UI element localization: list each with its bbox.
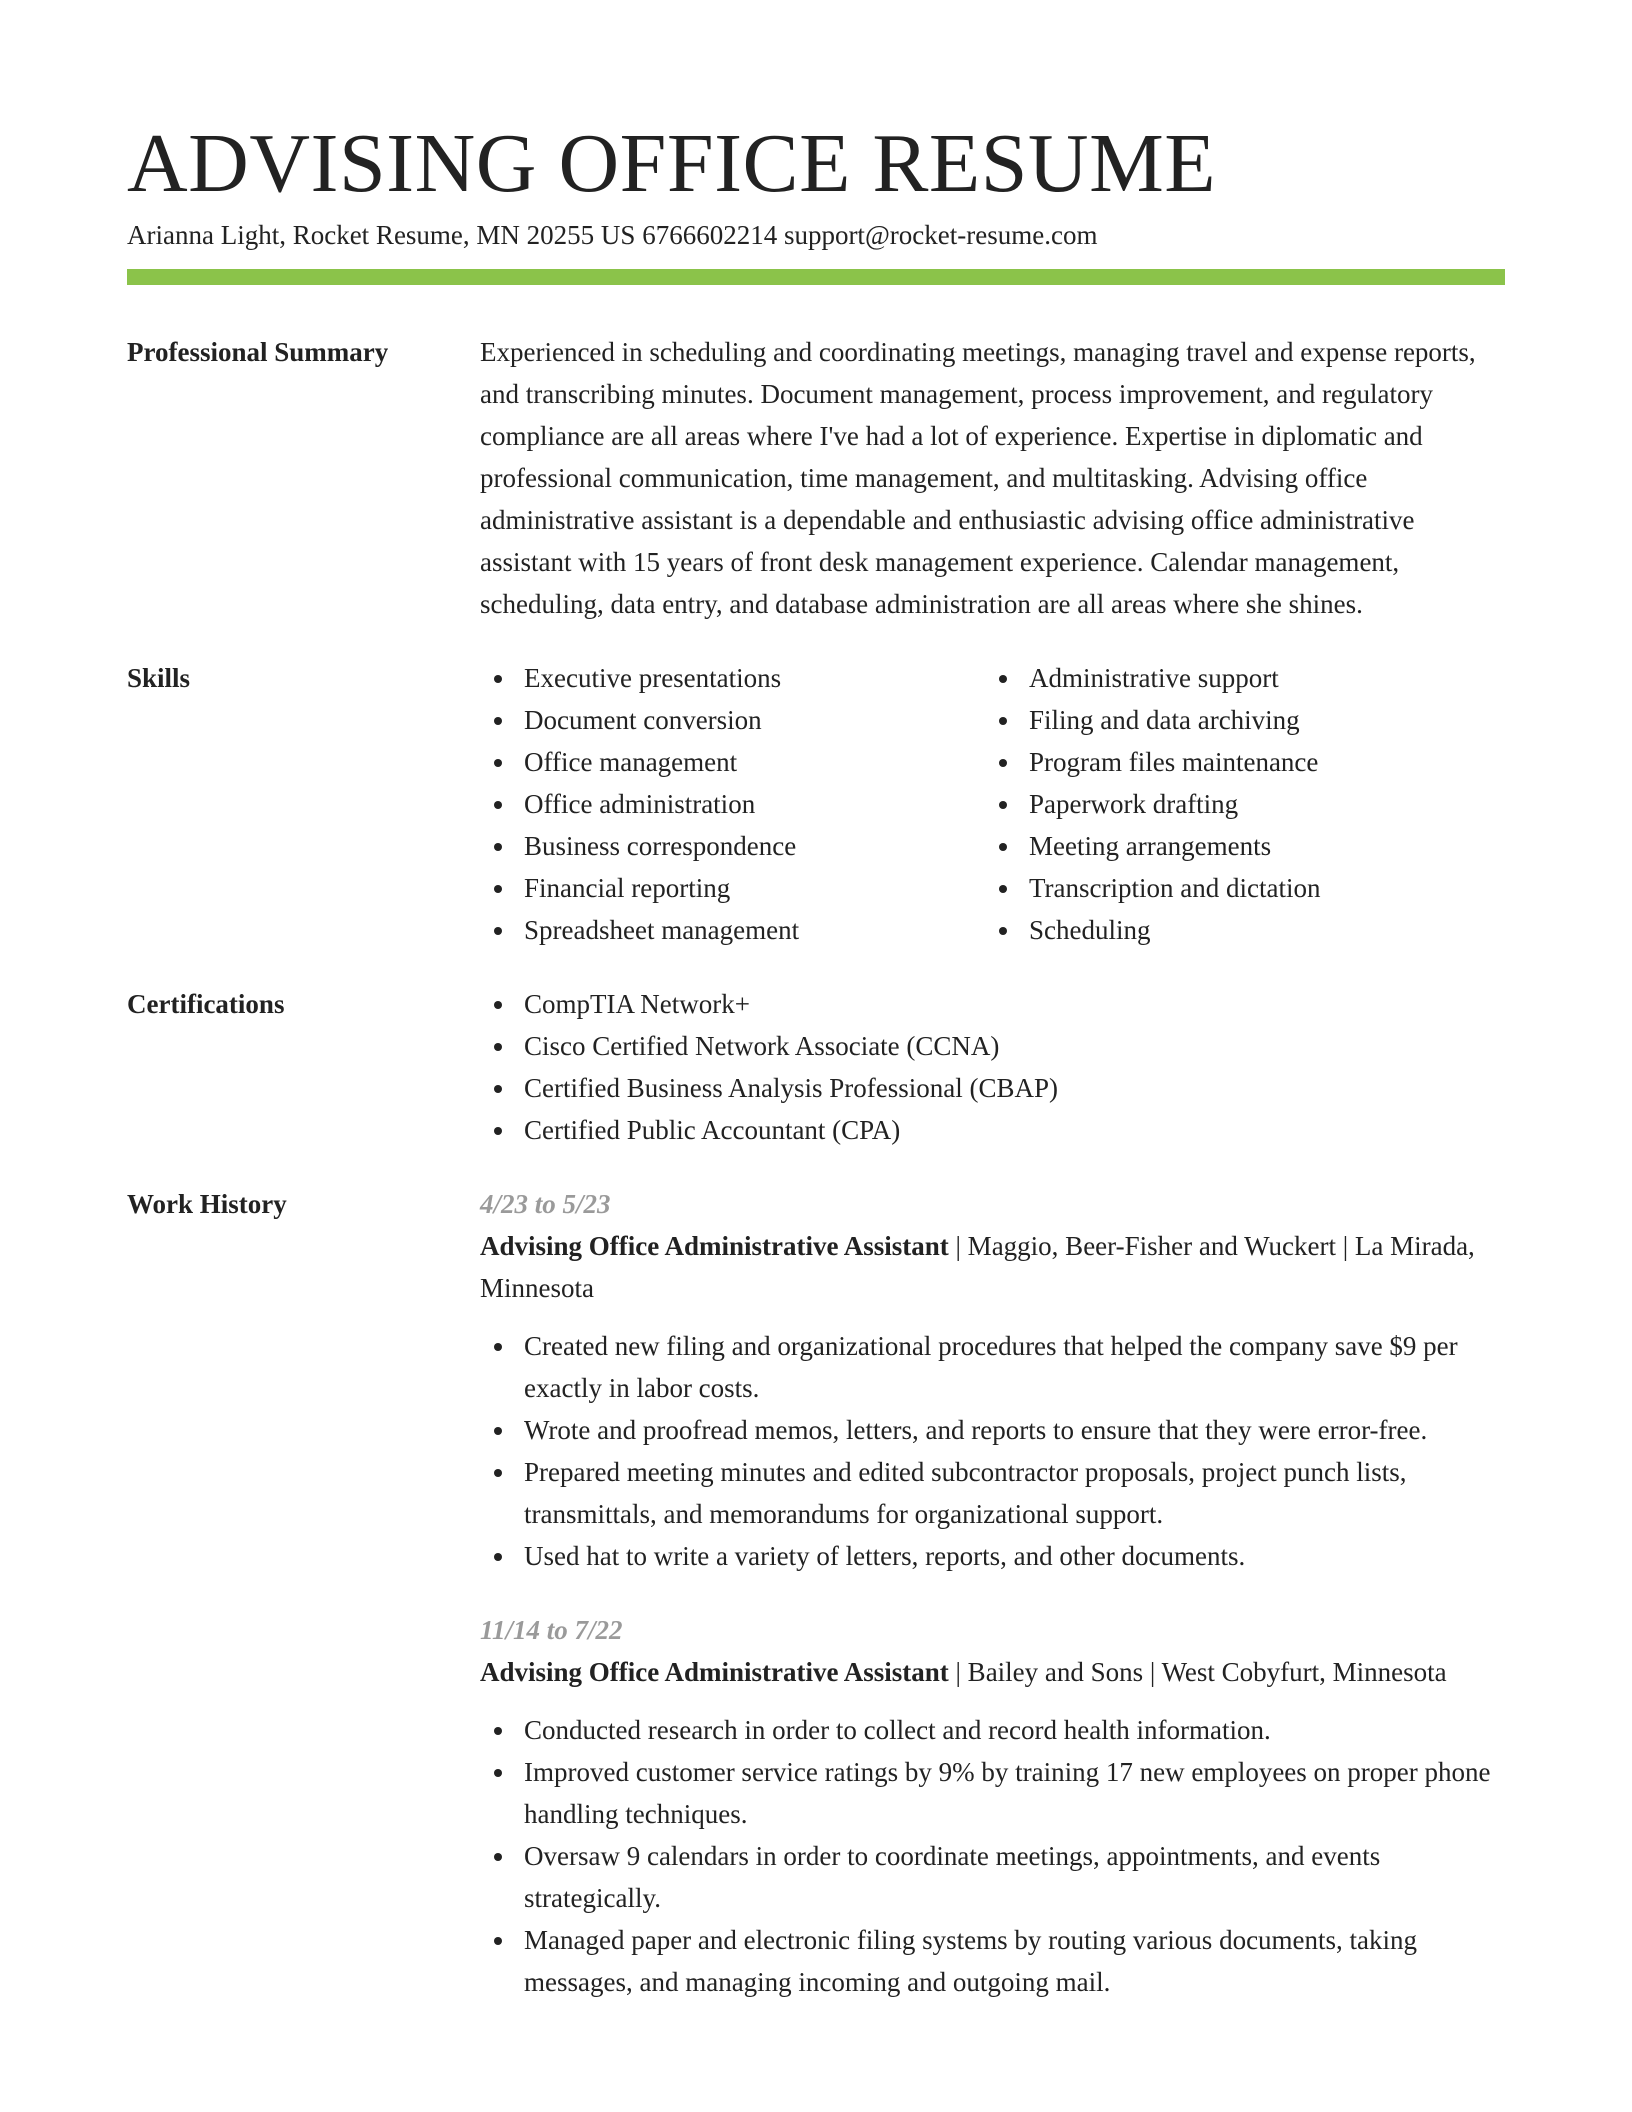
contact-line: Arianna Light, Rocket Resume, MN 20255 US 6766602214 support@rocket-resume.com (127, 220, 1098, 251)
certifications-body (480, 983, 1505, 1151)
skill-item: Business correspondence (480, 825, 985, 867)
job-title: Advising Office Administrative Assistant (480, 1657, 949, 1688)
job-entry (480, 1609, 1505, 2003)
job-bullet: Created new filing and organizational procedures that helped the company save $9 per exactly in labor costs. (480, 1325, 1505, 1409)
skills-list-right (985, 657, 1505, 951)
job-heading (480, 1225, 1505, 1309)
professional-summary-section (127, 331, 1505, 625)
resume-title: ADVISING OFFICE RESUME (127, 117, 1217, 210)
skill-item: Spreadsheet management (480, 909, 985, 951)
skill-item: Office administration (480, 783, 985, 825)
job-bullet: Managed paper and electronic filing systems by routing various documents, taking messages, and managing incoming and outgoing mail. (480, 1919, 1505, 2003)
certifications-section (127, 983, 1505, 1151)
section-label-summary: Professional Summary (127, 337, 389, 368)
skills-list-left (480, 657, 985, 951)
job-dates: 4/23 to 5/23 (480, 1189, 611, 1220)
skill-item: Transcription and dictation (985, 867, 1505, 909)
skill-item: Office management (480, 741, 985, 783)
job-bullet: Prepared meeting minutes and edited subcontractor proposals, project punch lists, transmittals, and memorandums for organizational support. (480, 1451, 1505, 1535)
resume-sections (127, 331, 1505, 2035)
job-dates: 11/14 to 7/22 (480, 1615, 623, 1646)
job-details: | Bailey and Sons | West Cobyfurt, Minnesota (948, 1657, 1447, 1688)
job-heading (480, 1651, 1505, 1693)
certification-item: Certified Business Analysis Professional (CBAP) (480, 1067, 1505, 1109)
skill-item: Program files maintenance (985, 741, 1505, 783)
skill-item: Administrative support (985, 657, 1505, 699)
accent-divider (127, 269, 1505, 285)
section-label-skills: Skills (127, 663, 191, 694)
job-bullet: Oversaw 9 calendars in order to coordinate meetings, appointments, and events strategically. (480, 1835, 1505, 1919)
skill-item: Executive presentations (480, 657, 985, 699)
summary-body (480, 331, 1505, 625)
job-bullet: Improved customer service ratings by 9% by training 17 new employees on proper phone handling techniques. (480, 1751, 1505, 1835)
skills-section (127, 657, 1505, 951)
skill-item: Document conversion (480, 699, 985, 741)
skill-item: Financial reporting (480, 867, 985, 909)
summary-text: Experienced in scheduling and coordinating meetings, managing travel and expense reports, and transcribing minutes. Document management, process improvement, and regulatory compliance are all areas where I've had a lot of experience. Expertise in diplomatic and professional communication, time management, and multitasking. Advising office administrative assistant is a dependable and enthusiastic advising office administrative assistant with 15 years of front desk management experience. Calendar management, scheduling, data entry, and database administration are all areas where she shines. (480, 337, 1476, 620)
work-history-body (480, 1183, 1505, 2035)
certifications-list (480, 983, 1505, 1151)
certification-item: Certified Public Accountant (CPA) (480, 1109, 1505, 1151)
certification-item: Cisco Certified Network Associate (CCNA) (480, 1025, 1505, 1067)
certification-item: CompTIA Network+ (480, 983, 1505, 1025)
work-history-section (127, 1183, 1505, 2035)
job-details: | Maggio, Beer-Fisher and Wuckert | La Mirada, Minnesota (480, 1231, 1475, 1304)
job-bullets (480, 1325, 1505, 1577)
job-bullet: Wrote and proofread memos, letters, and reports to ensure that they were error-free. (480, 1409, 1505, 1451)
job-bullets (480, 1709, 1505, 2003)
section-label-certifications: Certifications (127, 989, 285, 1020)
skill-item: Meeting arrangements (985, 825, 1505, 867)
job-entry (480, 1183, 1505, 1577)
skills-grid (480, 657, 1505, 951)
skill-item: Scheduling (985, 909, 1505, 951)
section-label-work-history: Work History (127, 1189, 287, 1220)
skill-item: Paperwork drafting (985, 783, 1505, 825)
skill-item: Filing and data archiving (985, 699, 1505, 741)
job-title: Advising Office Administrative Assistant (480, 1231, 949, 1262)
job-bullet: Conducted research in order to collect and record health information. (480, 1709, 1505, 1751)
job-bullet: Used hat to write a variety of letters, reports, and other documents. (480, 1535, 1505, 1577)
